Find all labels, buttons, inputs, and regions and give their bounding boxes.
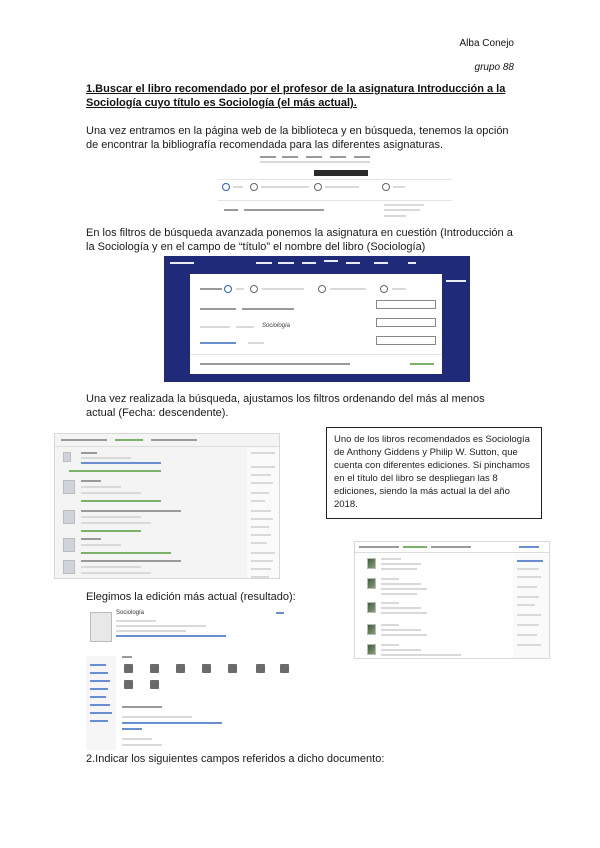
radio-all[interactable] <box>222 183 230 191</box>
select-field-2[interactable] <box>376 318 436 327</box>
paragraph-intro: Una vez entramos en la página web de la biblioteca y en búsqueda, tenemos la opción de encontrar la bibliografía recomendada para las diferentes asignaturas. <box>86 125 509 151</box>
editions-filter-sidebar <box>513 554 550 659</box>
author-name: Alba Conejo <box>459 38 514 49</box>
print-icon[interactable] <box>202 664 211 673</box>
advanced-search-panel <box>190 274 442 374</box>
radio-option-4[interactable] <box>382 183 390 191</box>
paragraph-sort: Una vez realizada la búsqueda, ajustamos los filtros ordenando del más al menos actual (Fecha: descendente). <box>86 393 485 419</box>
radio-option-2[interactable] <box>250 183 258 191</box>
screenshot-record-detail <box>86 606 304 750</box>
callout-note: Uno de los libros recomendados es Sociología de Anthony Giddens y Philip W. Sutton, que cuenta con diferentes ediciones. Si pinchamos en el título del libro se despliegan las 8 ediciones, siendo la más actual la del año 2018. <box>326 427 542 519</box>
email-icon[interactable] <box>176 664 185 673</box>
record-detail-panel <box>116 650 304 750</box>
title-field-value: Sociología <box>262 323 291 329</box>
section-1-heading: 1.Buscar el libro recomendado por el profesor de la asignatura Introducción a la Sociología cuyo título es Sociología (el más actual). <box>86 83 506 109</box>
select-field-1[interactable] <box>376 300 436 309</box>
screenshot-library-search <box>218 152 452 222</box>
tooltip <box>314 170 368 176</box>
section-2-heading: 2.Indicar los siguientes campos referidos a dicho documento: <box>86 753 385 765</box>
paragraph-filters: En los filtros de búsqueda avanzada ponemos la asignatura en cuestión (Introducción a la Sociología y en el campo de “título” el nombre del libro (Sociología) <box>86 227 513 253</box>
screenshot-results-list <box>54 433 280 579</box>
screenshot-advanced-search <box>164 256 470 382</box>
ris-icon[interactable] <box>124 680 133 689</box>
permalink-icon[interactable] <box>256 664 265 673</box>
group-label: grupo 88 <box>474 62 514 73</box>
cite-icon[interactable] <box>150 664 159 673</box>
radio-option-3[interactable] <box>314 183 322 191</box>
radio-advanced-2[interactable] <box>250 285 258 293</box>
bibtex-icon[interactable] <box>150 680 159 689</box>
send-to-icon[interactable] <box>124 664 133 673</box>
more-icon[interactable] <box>280 664 289 673</box>
result-title[interactable]: Sociología <box>116 610 145 616</box>
radio-advanced-1[interactable] <box>224 285 232 293</box>
radio-advanced-3[interactable] <box>318 285 326 293</box>
book-cover-icon <box>90 612 112 642</box>
select-field-3[interactable] <box>376 336 436 345</box>
export-icon[interactable] <box>228 664 237 673</box>
results-filter-sidebar <box>247 448 280 579</box>
radio-advanced-4[interactable] <box>380 285 388 293</box>
paragraph-choose-edition: Elegimos la edición más actual (resultado): <box>86 591 296 603</box>
